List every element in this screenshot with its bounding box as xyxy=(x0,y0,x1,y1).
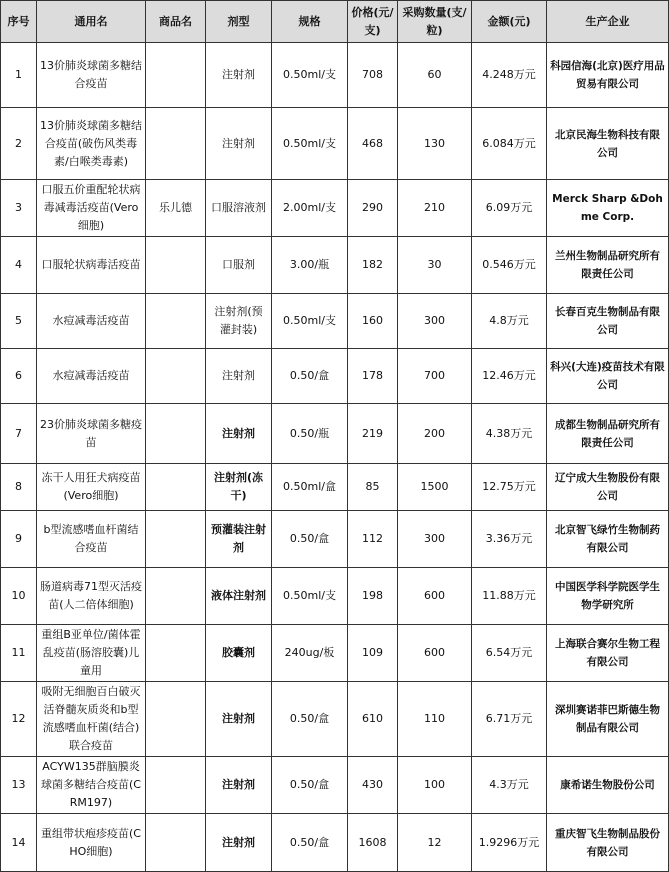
cell-generic-name: 肠道病毒71型灭活疫苗(人二倍体细胞) xyxy=(37,568,146,625)
cell-seq: 9 xyxy=(1,511,37,568)
cell-quantity: 600 xyxy=(398,625,472,682)
cell-trade-name: 乐儿德 xyxy=(146,180,206,237)
cell-amount: 6.54万元 xyxy=(472,625,547,682)
cell-spec: 0.50ml/支 xyxy=(272,43,348,108)
header-amount: 金额(元) xyxy=(472,1,547,43)
cell-quantity: 300 xyxy=(398,511,472,568)
cell-price: 85 xyxy=(348,464,398,511)
cell-quantity: 130 xyxy=(398,108,472,180)
cell-manufacturer: 兰州生物制品研究所有限责任公司 xyxy=(547,237,669,294)
cell-trade-name xyxy=(146,464,206,511)
header-row xyxy=(1,1,669,43)
cell-dosage-form: 注射剂(预灌封装) xyxy=(206,294,272,349)
cell-trade-name xyxy=(146,349,206,404)
cell-amount: 12.75万元 xyxy=(472,464,547,511)
cell-generic-name: 重组带状疱疹疫苗(CHO细胞) xyxy=(37,814,146,872)
cell-manufacturer: 成都生物制品研究所有限责任公司 xyxy=(547,404,669,464)
cell-trade-name xyxy=(146,757,206,814)
cell-price: 112 xyxy=(348,511,398,568)
table-row xyxy=(1,349,669,404)
cell-price: 198 xyxy=(348,568,398,625)
cell-trade-name xyxy=(146,294,206,349)
header-quantity: 采购数量(支/粒) xyxy=(398,1,472,43)
cell-dosage-form: 口服溶液剂 xyxy=(206,180,272,237)
cell-spec: 240ug/板 xyxy=(272,625,348,682)
cell-amount: 4.3万元 xyxy=(472,757,547,814)
cell-spec: 0.50/盒 xyxy=(272,757,348,814)
cell-quantity: 300 xyxy=(398,294,472,349)
cell-price: 160 xyxy=(348,294,398,349)
cell-seq: 8 xyxy=(1,464,37,511)
cell-seq: 5 xyxy=(1,294,37,349)
cell-quantity: 200 xyxy=(398,404,472,464)
cell-generic-name: 水痘减毒活疫苗 xyxy=(37,349,146,404)
cell-amount: 4.38万元 xyxy=(472,404,547,464)
cell-spec: 0.50ml/支 xyxy=(272,568,348,625)
cell-spec: 0.50ml/支 xyxy=(272,294,348,349)
cell-generic-name: 口服五价重配轮状病毒减毒活疫苗(Vero细胞) xyxy=(37,180,146,237)
cell-quantity: 30 xyxy=(398,237,472,294)
cell-seq: 7 xyxy=(1,404,37,464)
cell-dosage-form: 口服剂 xyxy=(206,237,272,294)
cell-trade-name xyxy=(146,625,206,682)
cell-quantity: 60 xyxy=(398,43,472,108)
cell-seq: 14 xyxy=(1,814,37,872)
table-row xyxy=(1,464,669,511)
cell-price: 109 xyxy=(348,625,398,682)
cell-dosage-form: 注射剂(冻干) xyxy=(206,464,272,511)
cell-price: 708 xyxy=(348,43,398,108)
cell-manufacturer: 中国医学科学院医学生物学研究所 xyxy=(547,568,669,625)
cell-amount: 11.88万元 xyxy=(472,568,547,625)
cell-manufacturer: 科园信海(北京)医疗用品贸易有限公司 xyxy=(547,43,669,108)
cell-quantity: 12 xyxy=(398,814,472,872)
cell-spec: 3.00/瓶 xyxy=(272,237,348,294)
header-generic-name: 通用名 xyxy=(37,1,146,43)
cell-amount: 0.546万元 xyxy=(472,237,547,294)
cell-seq: 2 xyxy=(1,108,37,180)
header-price: 价格(元/支) xyxy=(348,1,398,43)
cell-trade-name xyxy=(146,682,206,757)
cell-amount: 1.9296万元 xyxy=(472,814,547,872)
cell-manufacturer: 深圳赛诺菲巴斯德生物制品有限公司 xyxy=(547,682,669,757)
cell-amount: 4.8万元 xyxy=(472,294,547,349)
cell-trade-name xyxy=(146,237,206,294)
table-row xyxy=(1,682,669,757)
cell-quantity: 700 xyxy=(398,349,472,404)
cell-quantity: 110 xyxy=(398,682,472,757)
cell-generic-name: 口服轮状病毒活疫苗 xyxy=(37,237,146,294)
cell-seq: 1 xyxy=(1,43,37,108)
cell-spec: 0.50ml/盒 xyxy=(272,464,348,511)
cell-dosage-form: 注射剂 xyxy=(206,757,272,814)
cell-spec: 0.50/瓶 xyxy=(272,404,348,464)
cell-seq: 10 xyxy=(1,568,37,625)
cell-trade-name xyxy=(146,404,206,464)
cell-price: 290 xyxy=(348,180,398,237)
table-row xyxy=(1,757,669,814)
header-spec: 规格 xyxy=(272,1,348,43)
table-row xyxy=(1,43,669,108)
cell-seq: 3 xyxy=(1,180,37,237)
cell-manufacturer: 上海联合赛尔生物工程有限公司 xyxy=(547,625,669,682)
cell-generic-name: 13价肺炎球菌多糖结合疫苗(破伤风类毒素/白喉类毒素) xyxy=(37,108,146,180)
cell-price: 219 xyxy=(348,404,398,464)
cell-price: 610 xyxy=(348,682,398,757)
cell-trade-name xyxy=(146,511,206,568)
table-row xyxy=(1,625,669,682)
cell-manufacturer: 科兴(大连)疫苗技术有限公司 xyxy=(547,349,669,404)
table-row xyxy=(1,180,669,237)
cell-manufacturer: Merck Sharp &Dohme Corp. xyxy=(547,180,669,237)
cell-trade-name xyxy=(146,568,206,625)
cell-dosage-form: 预灌装注射剂 xyxy=(206,511,272,568)
cell-manufacturer: 重庆智飞生物制品股份有限公司 xyxy=(547,814,669,872)
table-row xyxy=(1,108,669,180)
cell-quantity: 600 xyxy=(398,568,472,625)
cell-seq: 12 xyxy=(1,682,37,757)
cell-spec: 0.50/盒 xyxy=(272,349,348,404)
cell-amount: 3.36万元 xyxy=(472,511,547,568)
cell-manufacturer: 北京民海生物科技有限公司 xyxy=(547,108,669,180)
cell-spec: 0.50ml/支 xyxy=(272,108,348,180)
table-row xyxy=(1,294,669,349)
table-row xyxy=(1,404,669,464)
cell-dosage-form: 液体注射剂 xyxy=(206,568,272,625)
cell-price: 178 xyxy=(348,349,398,404)
cell-spec: 0.50/盒 xyxy=(272,814,348,872)
cell-generic-name: 水痘减毒活疫苗 xyxy=(37,294,146,349)
cell-dosage-form: 注射剂 xyxy=(206,43,272,108)
cell-dosage-form: 注射剂 xyxy=(206,682,272,757)
cell-quantity: 100 xyxy=(398,757,472,814)
cell-price: 468 xyxy=(348,108,398,180)
header-trade-name: 商品名 xyxy=(146,1,206,43)
cell-trade-name xyxy=(146,108,206,180)
cell-generic-name: 重组B亚单位/菌体霍乱疫苗(肠溶胶囊)儿童用 xyxy=(37,625,146,682)
cell-generic-name: ACYW135群脑膜炎球菌多糖结合疫苗(CRM197) xyxy=(37,757,146,814)
cell-amount: 6.71万元 xyxy=(472,682,547,757)
cell-manufacturer: 长春百克生物制品有限公司 xyxy=(547,294,669,349)
cell-seq: 13 xyxy=(1,757,37,814)
cell-amount: 4.248万元 xyxy=(472,43,547,108)
cell-seq: 11 xyxy=(1,625,37,682)
cell-amount: 12.46万元 xyxy=(472,349,547,404)
cell-quantity: 1500 xyxy=(398,464,472,511)
cell-trade-name xyxy=(146,814,206,872)
header-seq: 序号 xyxy=(1,1,37,43)
cell-spec: 0.50/盒 xyxy=(272,511,348,568)
cell-manufacturer: 辽宁成大生物股份有限公司 xyxy=(547,464,669,511)
header-dosage-form: 剂型 xyxy=(206,1,272,43)
cell-quantity: 210 xyxy=(398,180,472,237)
cell-price: 430 xyxy=(348,757,398,814)
cell-dosage-form: 注射剂 xyxy=(206,814,272,872)
cell-generic-name: 23价肺炎球菌多糖疫苗 xyxy=(37,404,146,464)
table-row xyxy=(1,237,669,294)
cell-price: 1608 xyxy=(348,814,398,872)
cell-spec: 2.00ml/支 xyxy=(272,180,348,237)
cell-seq: 6 xyxy=(1,349,37,404)
cell-generic-name: 吸附无细胞百白破灭活脊髓灰质炎和b型流感嗜血杆菌(结合)联合疫苗 xyxy=(37,682,146,757)
cell-generic-name: 冻干人用狂犬病疫苗(Vero细胞) xyxy=(37,464,146,511)
cell-generic-name: b型流感嗜血杆菌结合疫苗 xyxy=(37,511,146,568)
cell-dosage-form: 注射剂 xyxy=(206,349,272,404)
cell-manufacturer: 康希诺生物股份公司 xyxy=(547,757,669,814)
cell-dosage-form: 注射剂 xyxy=(206,404,272,464)
cell-amount: 6.084万元 xyxy=(472,108,547,180)
table-row xyxy=(1,511,669,568)
cell-seq: 4 xyxy=(1,237,37,294)
cell-manufacturer: 北京智飞绿竹生物制药有限公司 xyxy=(547,511,669,568)
cell-amount: 6.09万元 xyxy=(472,180,547,237)
cell-spec: 0.50/盒 xyxy=(272,682,348,757)
cell-generic-name: 13价肺炎球菌多糖结合疫苗 xyxy=(37,43,146,108)
cell-trade-name xyxy=(146,43,206,108)
table-row xyxy=(1,568,669,625)
header-manufacturer: 生产企业 xyxy=(547,1,669,43)
cell-price: 182 xyxy=(348,237,398,294)
cell-dosage-form: 胶囊剂 xyxy=(206,625,272,682)
cell-dosage-form: 注射剂 xyxy=(206,108,272,180)
table-row xyxy=(1,814,669,872)
